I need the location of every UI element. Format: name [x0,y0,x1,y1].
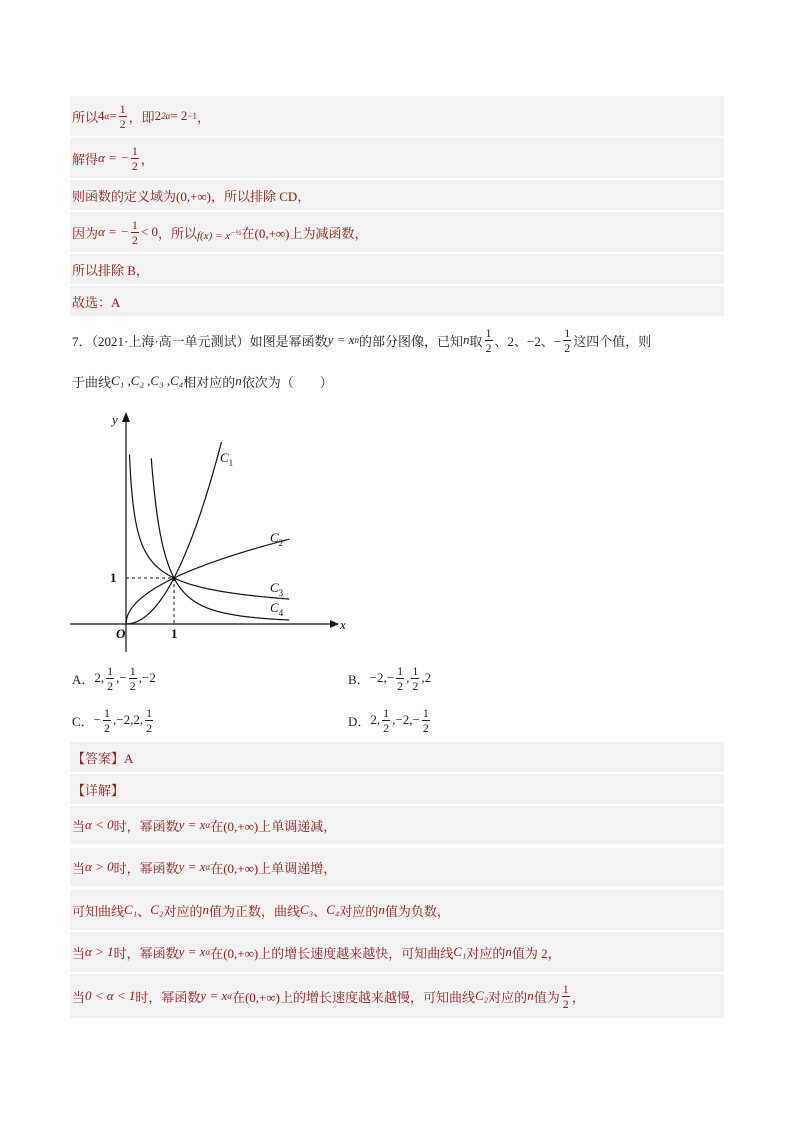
numerator: 1 [146,705,153,720]
numerator: 1 [107,663,114,678]
denominator: 2 [104,720,111,735]
text: 在(0,+∞)上的增长速度越来越慢，可知曲线 [231,989,475,1005]
math: −2,− [369,670,395,685]
text: 在(0,+∞)上为减函数， [241,225,368,241]
math: α [205,820,211,830]
math: α < 0 [85,817,114,832]
fraction [131,145,139,172]
text: 对应的 [339,903,379,919]
solution-line-4 [70,212,724,252]
denominator: 2 [119,116,126,131]
power-function-graph [60,402,360,662]
denominator: 2 [129,678,136,693]
curve-label-c3 [270,580,284,598]
curve-c4 [151,458,289,620]
math: α = − [98,150,129,165]
fraction [129,665,137,692]
numerator: 1 [485,325,492,340]
numerator: 1 [412,663,419,678]
text: 则函数的定义域为(0,+∞)，所以排除 CD， [72,188,311,204]
fraction [103,707,111,734]
fraction [562,983,570,1010]
math: −½ [230,227,242,237]
numerator: 1 [422,705,429,720]
question-line-1 [70,322,724,358]
math: = 2 [170,108,188,123]
text: 在(0,+∞)上的增长速度越来越快，可知曲线 [210,945,454,961]
numerator: 1 [131,143,138,158]
math: C₂ [150,902,164,917]
text: 、 [137,903,151,919]
math: ,−2,2, [113,712,144,727]
text: 【答案】A [72,750,134,766]
label-c: C [270,600,279,615]
answer-label [70,742,724,772]
math: n [505,944,512,959]
denominator: 2 [131,232,138,247]
math: y = x [178,859,206,874]
text: 所以 [72,109,99,125]
text: 、 [313,903,327,919]
math: α [205,947,211,957]
y-axis-arrow [122,412,130,422]
math: y = x [178,944,206,959]
denominator: 2 [412,678,419,693]
math: α [104,111,110,121]
denominator: 2 [383,720,390,735]
text: 时，幂函数 [113,818,179,834]
label-sub: 2 [278,538,284,548]
denominator: 2 [564,340,571,355]
text: 的部分图像，已知 [358,333,463,349]
math: α [227,991,232,1001]
text: 在(0,+∞)上单调递增， [210,860,337,876]
math: −1 [187,111,198,121]
math: n [463,332,470,347]
math: ,−2,− [392,712,420,727]
text: 在(0,+∞)上单调递减， [210,818,337,834]
text: 值为 [533,989,560,1005]
denominator: 2 [485,340,492,355]
denominator: 2 [131,158,138,173]
text: ，所以 [157,225,197,241]
text: 【详解】 [72,782,125,798]
answer-line-4 [70,932,724,972]
math: 2α [161,111,171,121]
answer-line-5 [70,974,724,1018]
text: 这四个值，则 [573,333,652,349]
fraction [106,665,114,692]
math: y = x [178,817,206,832]
label-sub: 1 [228,458,234,468]
answer-line-3 [70,890,724,930]
math: y = x [327,332,355,347]
fraction [563,327,571,354]
text: 值为 2， [511,945,561,961]
text: 7．（2021·上海·高一单元测试）如图是幂函数 [72,333,328,349]
option-d[interactable] [348,704,432,736]
text: ，即 [128,109,155,125]
math: n [202,902,209,917]
solution-line-1 [70,96,724,136]
origin-label: O [116,626,126,641]
math: = [109,108,117,123]
text: 值为正数，曲线 [208,903,300,919]
curve-label-c1 [220,450,233,468]
text: ， [571,989,585,1005]
math: y = x [200,988,228,1003]
math: C₁ [124,902,138,917]
solution-line-3 [70,180,724,210]
denominator: 2 [107,678,114,693]
text: ， [140,151,154,167]
text: 取 [469,333,483,349]
text: 当 [72,860,86,876]
math: , [406,670,410,685]
text: 当 [72,945,86,961]
math: 4 [98,108,105,123]
math: n [354,335,359,345]
math: α > 0 [85,859,114,874]
y-tick-1: 1 [110,570,117,585]
numerator: 1 [104,705,111,720]
text: 对应的 [488,989,528,1005]
math: n [527,988,534,1003]
text: 、2、−2、− [494,333,562,349]
y-axis-label: y [112,412,118,427]
answer-line-2 [70,848,724,886]
text: 对应的 [466,945,506,961]
numerator: 1 [129,663,136,678]
text: 当 [72,818,86,834]
option-label: D． [348,713,371,729]
text: 可知曲线 [72,903,125,919]
denominator: 2 [146,720,153,735]
text: 时，幂函数 [113,945,179,961]
numerator: 1 [562,981,569,996]
fraction [411,665,419,692]
math: 2 [154,108,162,123]
math: α [205,862,211,872]
numerator: 1 [119,101,126,116]
math: n [235,373,242,388]
text: 时，幂函数 [113,860,179,876]
option-b[interactable] [348,662,431,694]
math: ,− [116,670,127,685]
label-c: C [270,580,279,595]
math: n [378,902,385,917]
text: 故选：A [72,294,121,310]
x-tick-1: 1 [171,626,178,641]
math: 0 < α < 1 [85,988,136,1003]
text: 因为 [72,225,99,241]
text: 时，幂函数 [135,989,201,1005]
math: C₂ [474,988,489,1003]
numerator: 1 [564,325,571,340]
detail-label [70,774,724,804]
solution-line-6 [70,286,724,316]
solution-line-5 [70,254,724,284]
text: 于曲线 [72,374,112,390]
math: α = − [98,224,129,239]
option-a[interactable] [72,662,156,694]
option-label: C． [72,713,94,729]
curve-label-c4 [270,600,284,618]
text: 解得 [72,151,99,167]
text: 相对应的 [183,374,236,390]
fraction [422,707,430,734]
math: C₁ [453,944,467,959]
math: 2, [370,712,381,727]
label-sub: 4 [278,608,284,618]
denominator: 2 [562,996,569,1011]
numerator: 1 [397,663,404,678]
x-axis-label: x [340,617,346,632]
label-c: C [220,450,229,465]
math: < 0 [140,224,158,239]
math: C₄ [326,902,340,917]
curve-label-c2 [270,530,283,548]
math: ,−2 [138,670,156,685]
text: ， [197,109,211,125]
x-axis-arrow [330,620,339,628]
math: f(x) = x [197,230,231,242]
numerator: 1 [383,705,390,720]
question-line-2 [70,368,724,394]
fraction [145,707,153,734]
math: α > 1 [85,944,114,959]
option-c[interactable] [72,704,155,736]
math: ,2 [421,670,432,685]
text: 对应的 [163,903,203,919]
fraction [485,327,493,354]
math: C₁ ,C₂ ,C₃ ,C₄ [111,373,184,388]
denominator: 2 [422,720,429,735]
fraction [119,103,127,130]
option-label: B． [348,671,370,687]
text: 值为负数， [384,903,450,919]
fraction [382,707,390,734]
text: 依次为（ ） [241,374,333,390]
solution-line-2 [70,138,724,178]
label-c: C [270,530,279,545]
curve-c3 [130,454,290,599]
fraction [396,665,404,692]
math: C₃ [299,902,314,917]
label-sub: 3 [278,588,284,598]
text: 当 [72,989,86,1005]
text: 所以排除 B， [72,262,149,278]
math: 2, [94,670,105,685]
math: − [93,712,102,727]
fraction [131,219,139,246]
answer-line-1 [70,806,724,844]
numerator: 1 [131,217,138,232]
option-label: A． [72,671,95,687]
denominator: 2 [397,678,404,693]
